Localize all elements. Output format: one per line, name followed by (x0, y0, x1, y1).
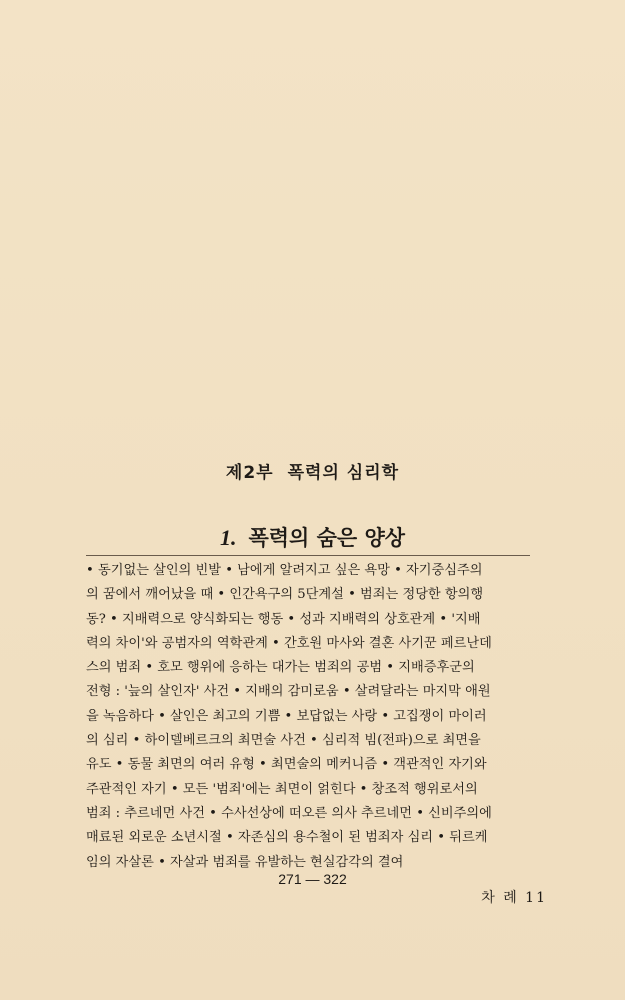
chapter-number: 1. (219, 525, 237, 550)
summary-line: 동? • 지배력으로 양식화되는 행동 • 성과 지배력의 상호관계 • '지배 (86, 611, 481, 627)
chapter-summary (86, 559, 532, 875)
part-title: 폭력의 심리학 (287, 463, 400, 483)
summary-line: 력의 차이'와 공범자의 역학관계 • 간호원 마사와 결혼 사기꾼 페르난데 (86, 635, 492, 651)
footer-label: 차 례 (481, 890, 519, 906)
chapter-title: 폭력의 숨은 양상 (248, 525, 406, 550)
summary-line: • 동기없는 살인의 빈발 • 남에게 알려지고 싶은 욕망 • 자기중심주의 (86, 563, 483, 578)
footer-page-number: 11 (525, 890, 547, 906)
summary-line: 스의 범죄 • 호모 행위에 응하는 대가는 범죄의 공범 • 지배증후군의 (86, 660, 475, 676)
summary-line: 임의 자살론 • 자살과 범죄를 유발하는 현실감각의 결여 (86, 854, 404, 870)
summary-line: 을 녹음하다 • 살인은 최고의 기쁨 • 보답없는 사랑 • 고집쟁이 마이러 (86, 708, 487, 724)
part-label: 제2부 (225, 463, 274, 483)
chapter-heading (0, 522, 625, 552)
running-footer (481, 887, 547, 907)
summary-line: 전형 : '늪의 살인자' 사건 • 지배의 감미로움 • 살려달라는 마지막 애원 (86, 684, 491, 700)
summary-line: 주관적인 자기 • 모든 '범죄'에는 최면이 얽힌다 • 창조적 행위로서의 (86, 781, 478, 797)
page-range: 271 — 322 (278, 871, 347, 887)
heading-rule (86, 555, 530, 556)
summary-line: 유도 • 동물 최면의 여러 유형 • 최면술의 메커니즘 • 객관적인 자기와 (86, 757, 487, 773)
summary-line: 범죄 : 추르네먼 사건 • 수사선상에 떠오른 의사 추르네먼 • 신비주의에 (86, 805, 492, 821)
summary-line: 의 심리 • 하이델베르크의 최면술 사건 • 심리적 빔(전파)으로 최면을 (86, 733, 481, 749)
summary-line: 의 꿈에서 깨어났을 때 • 인간욕구의 5단계설 • 범죄는 정당한 항의행 (86, 587, 484, 603)
part-heading (0, 458, 625, 483)
summary-line: 매료된 외로운 소년시절 • 자존심의 용수철이 된 범죄자 심리 • 뒤르케 (86, 830, 488, 846)
